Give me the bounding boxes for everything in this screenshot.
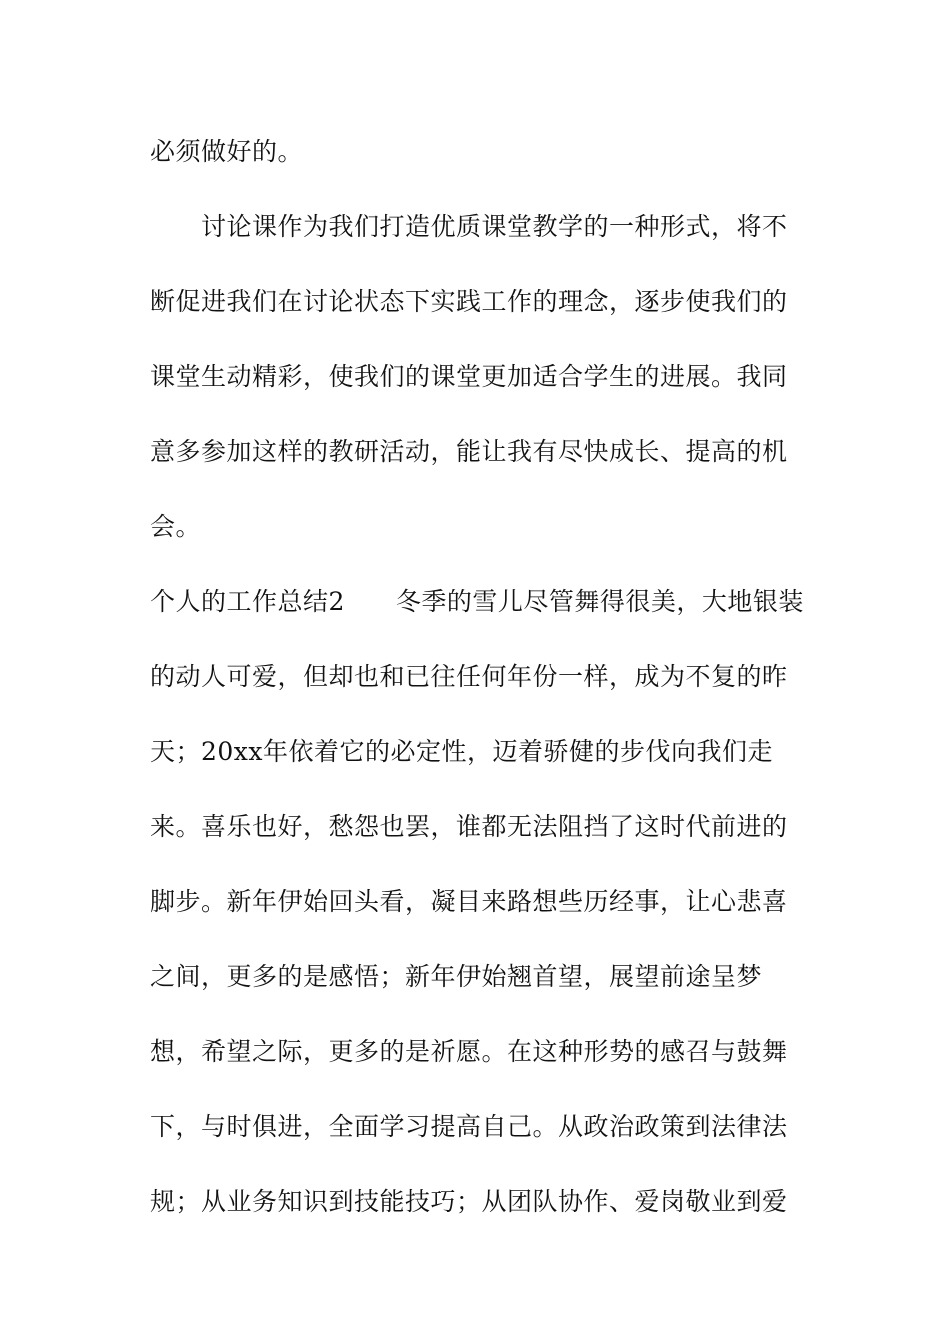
text-line: 会。 [150, 512, 202, 541]
text-line: 的动人可爱，但却也和已往任何年份一样，成为不复的昨 [150, 662, 788, 691]
text-line: 必须做好的。 [150, 137, 304, 166]
text-line: 意多参加这样的教研活动，能让我有尽快成长、提高的机 [150, 437, 788, 466]
text-line: 下，与时俱进，全面学习提高自己。从政治政策到法律法 [150, 1112, 788, 1141]
section-heading-line: 个人的工作总结2 冬季的雪儿尽管舞得很美，大地银装 [150, 587, 804, 616]
text-line: 脚步。新年伊始回头看，凝目来路想些历经事，让心悲喜 [150, 887, 788, 916]
text-line: 天；20xx年依着它的必定性，迈着骄健的步伐向我们走 [150, 737, 774, 766]
text-line: 断促进我们在讨论状态下实践工作的理念，逐步使我们的 [150, 287, 788, 316]
text-line: 来。喜乐也好，愁怨也罢，谁都无法阻挡了这时代前进的 [150, 812, 788, 841]
paragraph-first-line: 讨论课作为我们打造优质课堂教学的一种形式，将不 [201, 212, 788, 241]
text-line: 课堂生动精彩，使我们的课堂更加适合学生的进展。我同 [150, 362, 788, 391]
text-line: 想，希望之际，更多的是祈愿。在这种形势的感召与鼓舞 [150, 1037, 788, 1066]
text-line: 规；从业务知识到技能技巧；从团队协作、爱岗敬业到爱 [150, 1187, 788, 1216]
text-line: 之间，更多的是感悟；新年伊始翘首望，展望前途呈梦 [150, 962, 763, 991]
